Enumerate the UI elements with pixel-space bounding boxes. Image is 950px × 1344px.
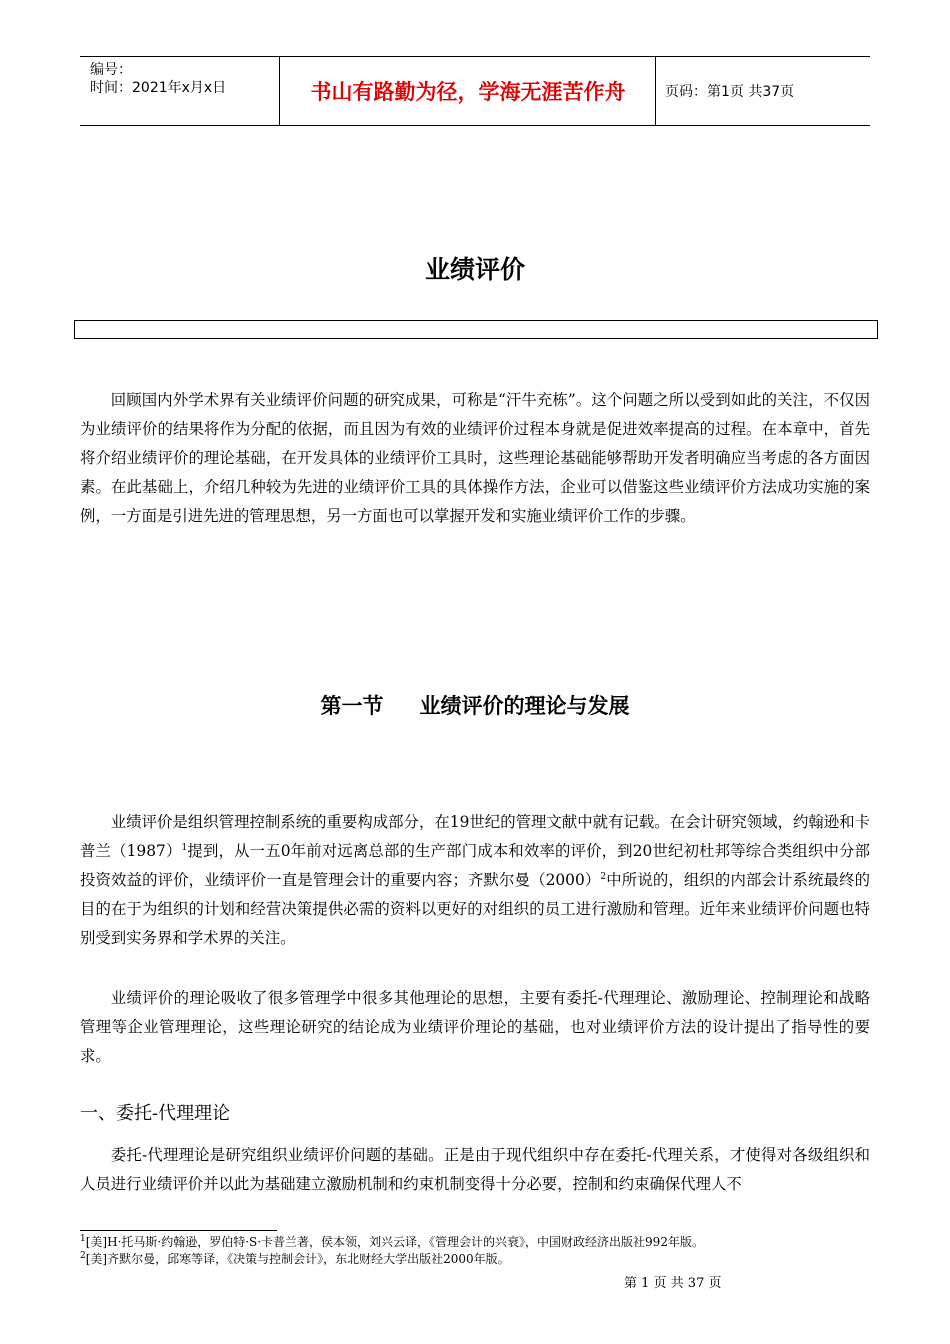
footnote-ref-2: 2: [600, 871, 607, 882]
header-page-number: 页码：第1页 共37页: [665, 84, 795, 100]
footnote-2-marker: 2: [80, 1251, 86, 1261]
time-label: 时间：2021年x月x日: [90, 80, 227, 96]
footnote-1-text: [美]H·托马斯·约翰逊，罗伯特·S·卡普兰著，侯本领，刘兴云译，《管理会计的兴衰》，中国财政经济出版社992年版。: [85, 1235, 704, 1249]
section-heading: [0, 690, 950, 720]
paragraph-1-part-a: 业绩评价是组织管理控制系统的重要构成部分，在19世纪的管理文献中就有记载。在会计研究领域，约翰逊和卡普兰（1987）: [80, 813, 870, 860]
document-title: 业绩评价: [424, 255, 525, 284]
footnote-1: [80, 1235, 704, 1250]
footnote-2: [80, 1252, 510, 1267]
paragraph-1-part-b: 提到，从一五0年前对远离总部的生产部门成本和效率的评价，到20世纪初杜邦等综合类组织中分部投资效益的评价，业绩评价一直是管理会计的重要内容；齐默尔曼（2000）: [80, 842, 870, 889]
paragraph-3: 委托-代理理论是研究组织业绩评价问题的基础。正是由于现代组织中存在委托-代理关系，才使得对各级组织和人员进行业绩评价并以此为基础建立激励机制和约束机制变得十分必要，控制和约束确保代理人不: [80, 1146, 870, 1193]
subheading: 一、委托-代理理论: [80, 1103, 231, 1124]
header-info: [80, 57, 280, 125]
section-title: 业绩评价的理论与发展: [419, 694, 630, 718]
footnote-ref-1: 1: [181, 842, 188, 853]
title-rule-box: [74, 320, 878, 339]
footnote-separator: [80, 1230, 277, 1231]
header-motto: 书山有路勤为径，学海无涯苦作舟: [281, 57, 656, 125]
section-number: 第一节: [320, 694, 384, 718]
page-footer: 第 1 页 共 37 页: [624, 1276, 722, 1291]
footnote-2-text: [美]齐默尔曼，邱寒等译，《决策与控制会计》，东北财经大学出版社2000年版。: [85, 1252, 510, 1266]
paragraph-2: 业绩评价的理论吸收了很多管理学中很多其他理论的思想，主要有委托-代理理论、激励理论、控制理论和战略管理等企业管理理论，这些理论研究的结论成为业绩评价理论的基础，也对业绩评价方法的设计提出了指导性的要求。: [80, 989, 870, 1065]
footnote-1-marker: 1: [80, 1234, 86, 1244]
paragraph-1: [80, 808, 870, 953]
intro-paragraph: 回顾国内外学术界有关业绩评价问题的研究成果，可称是“汗牛充栋”。这个问题之所以受到如此的关注，不仅因为业绩评价的结果将作为分配的依据，而且因为有效的业绩评价过程本身就是促进效率提高的过程。在本章中，首先将介绍业绩评价的理论基础，在开发具体的业绩评价工具时，这些理论基础能够帮助开发者明确应当考虑的各方面因素。在此基础上，介绍几种较为先进的业绩评价工具的具体操作方法，企业可以借鉴这些业绩评价方法成功实施的案例，一方面是引进先进的管理思想，另一方面也可以掌握开发和实施业绩评价工作的步骤。: [80, 391, 870, 525]
serial-label: 编号：: [90, 62, 132, 78]
page-header: [80, 56, 870, 126]
paragraph-1-part-c: 中所说的，组织的内部会计系统最终的目的在于为组织的计划和经营决策提供必需的资料以更好的对组织的员工进行激励和管理。近年来业绩评价问题也特别受到实务界和学术界的关注。: [80, 871, 870, 947]
